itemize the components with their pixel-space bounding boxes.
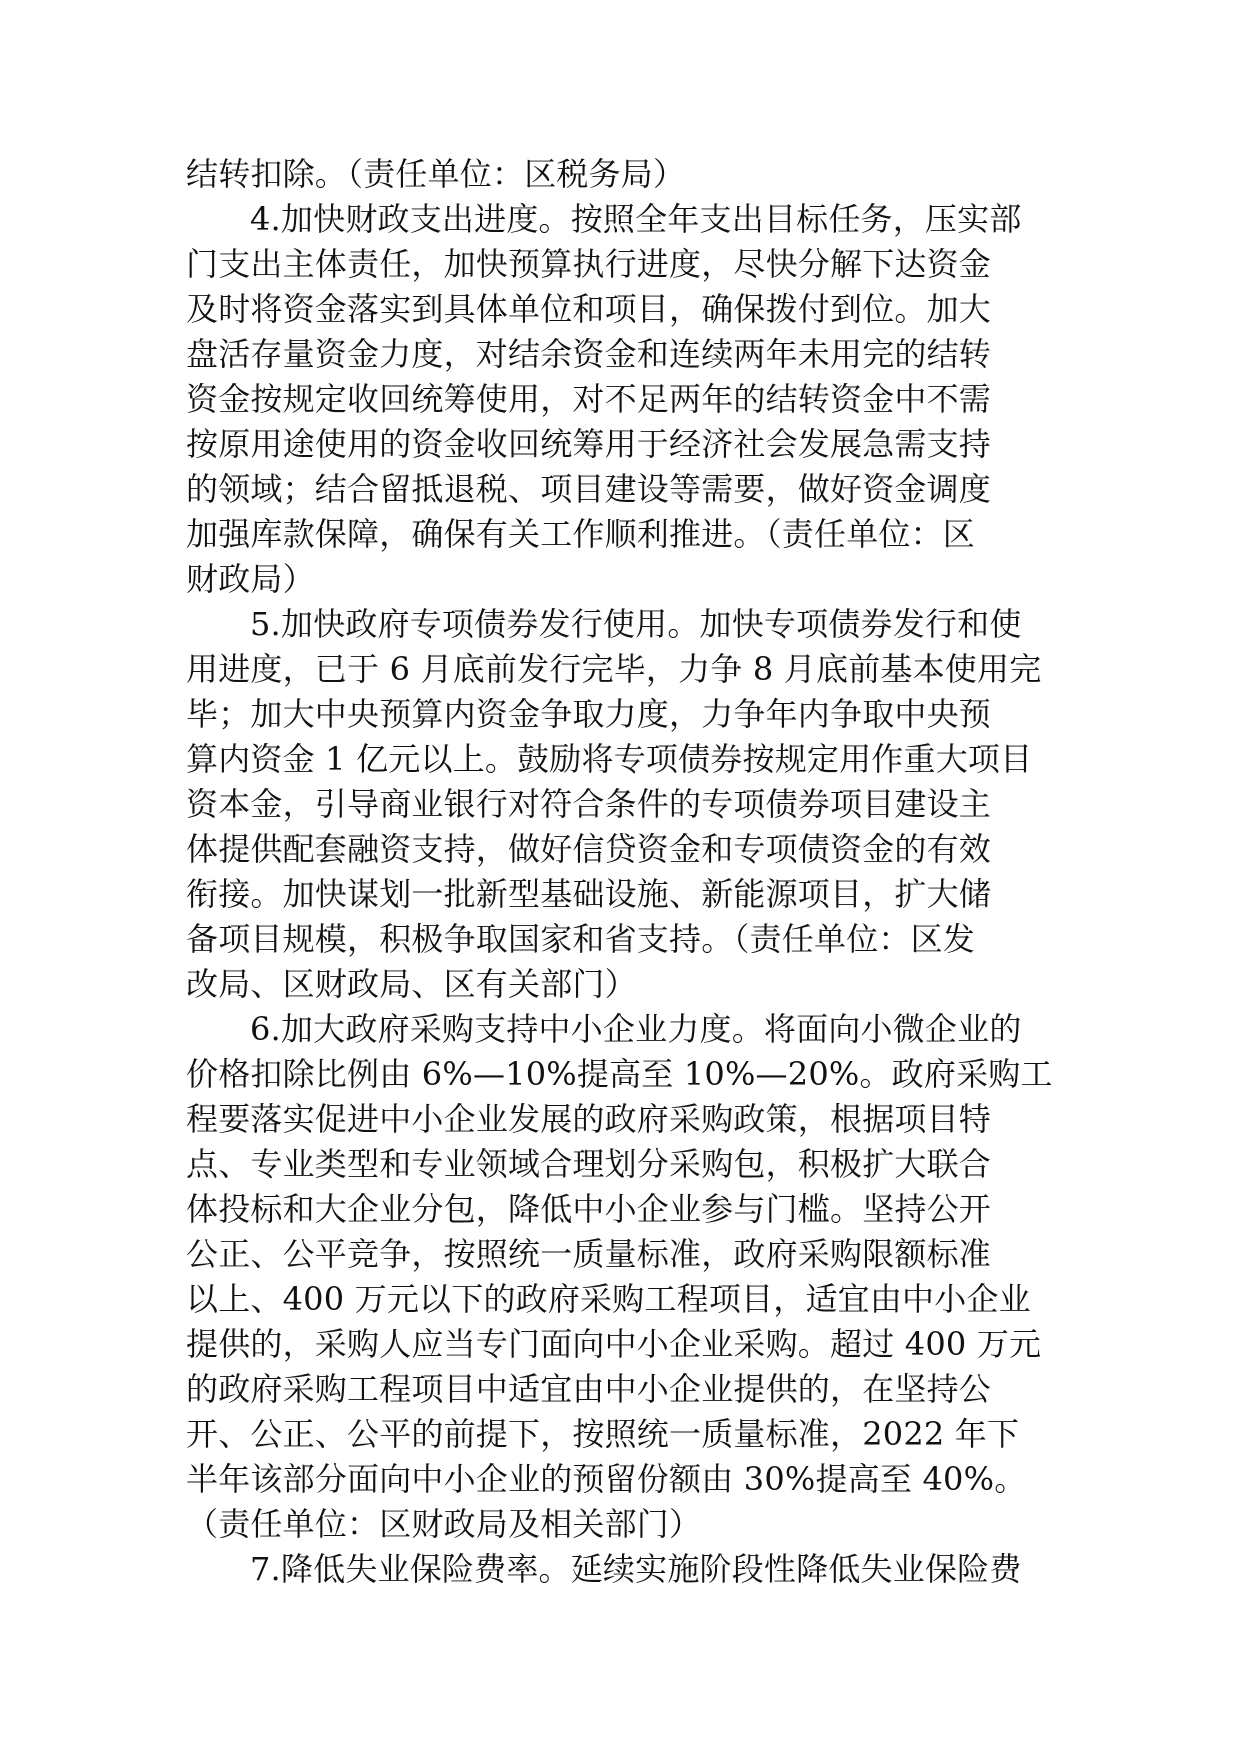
text-line-7: 按原用途使用的资金收回统筹用于经济社会发展急需支持 bbox=[186, 425, 992, 463]
item-5-heading-line: 5.加快政府专项债券发行使用。加快专项债券发行和使 bbox=[250, 605, 1022, 643]
text-line-9: 加强库款保障，确保有关工作顺利推进。（责任单位：区 bbox=[186, 515, 976, 553]
text-line-6: 资金按规定收回统筹使用，对不足两年的结转资金中不需 bbox=[186, 380, 992, 418]
text-line-16: 体提供配套融资支持，做好信贷资金和专项债资金的有效 bbox=[186, 830, 992, 868]
item-7-heading-line: 7.降低失业保险费率。延续实施阶段性降低失业保险费 bbox=[250, 1550, 1022, 1588]
text-line-27: 提供的，采购人应当专门面向中小企业采购。超过 400 万元 bbox=[186, 1325, 1042, 1363]
text-line-28: 的政府采购工程项目中适宜由中小企业提供的，在坚持公 bbox=[186, 1370, 992, 1408]
item-4-heading-line: 4.加快财政支出进度。按照全年支出目标任务，压实部 bbox=[250, 200, 1022, 238]
text-line-13: 毕；加大中央预算内资金争取力度，力争年内争取中央预 bbox=[186, 695, 992, 733]
document-body bbox=[186, 152, 1056, 1592]
text-line-21: 价格扣除比例由 6%—10%提高至 10%—20%。政府采购工 bbox=[186, 1055, 1053, 1093]
text-line-15: 资本金，引导商业银行对符合条件的专项债券项目建设主 bbox=[186, 785, 992, 823]
text-line-26: 以上、400 万元以下的政府采购工程项目，适宜由中小企业 bbox=[186, 1280, 1031, 1318]
text-line-24: 体投标和大企业分包，降低中小企业参与门槛。坚持公开 bbox=[186, 1190, 992, 1228]
text-line-25: 公正、公平竞争，按照统一质量标准，政府采购限额标准 bbox=[186, 1235, 992, 1273]
item-6-heading-line: 6.加大政府采购支持中小企业力度。将面向小微企业的 bbox=[250, 1010, 1022, 1048]
text-line-3: 门支出主体责任，加快预算执行进度，尽快分解下达资金 bbox=[186, 245, 992, 283]
text-line-17: 衔接。加快谋划一批新型基础设施、新能源项目，扩大储 bbox=[186, 875, 992, 913]
text-line-18: 备项目规模，积极争取国家和省支持。（责任单位：区发 bbox=[186, 920, 976, 958]
text-line-23: 点、专业类型和专业领域合理划分采购包，积极扩大联合 bbox=[186, 1145, 992, 1183]
text-line-29: 开、公正、公平的前提下，按照统一质量标准，2022 年下 bbox=[186, 1415, 1020, 1453]
text-line-10: 财政局） bbox=[186, 560, 315, 598]
text-line-8: 的领域；结合留抵退税、项目建设等需要，做好资金调度 bbox=[186, 470, 992, 508]
text-line-19: 改局、区财政局、区有关部门） bbox=[186, 965, 637, 1003]
text-line-14: 算内资金 1 亿元以上。鼓励将专项债券按规定用作重大项目 bbox=[186, 740, 1033, 778]
text-line-1: 结转扣除。（责任单位：区税务局） bbox=[186, 155, 686, 193]
text-line-4: 及时将资金落实到具体单位和项目，确保拨付到位。加大 bbox=[186, 290, 992, 328]
text-line-12: 用进度，已于 6 月底前发行完毕，力争 8 月底前基本使用完 bbox=[186, 650, 1042, 688]
text-line-5: 盘活存量资金力度，对结余资金和连续两年未用完的结转 bbox=[186, 335, 992, 373]
text-line-30: 半年该部分面向中小企业的预留份额由 30%提高至 40%。 bbox=[186, 1460, 1027, 1498]
text-line-31: （责任单位：区财政局及相关部门） bbox=[186, 1505, 702, 1543]
text-line-22: 程要落实促进中小企业发展的政府采购政策，根据项目特 bbox=[186, 1100, 992, 1138]
